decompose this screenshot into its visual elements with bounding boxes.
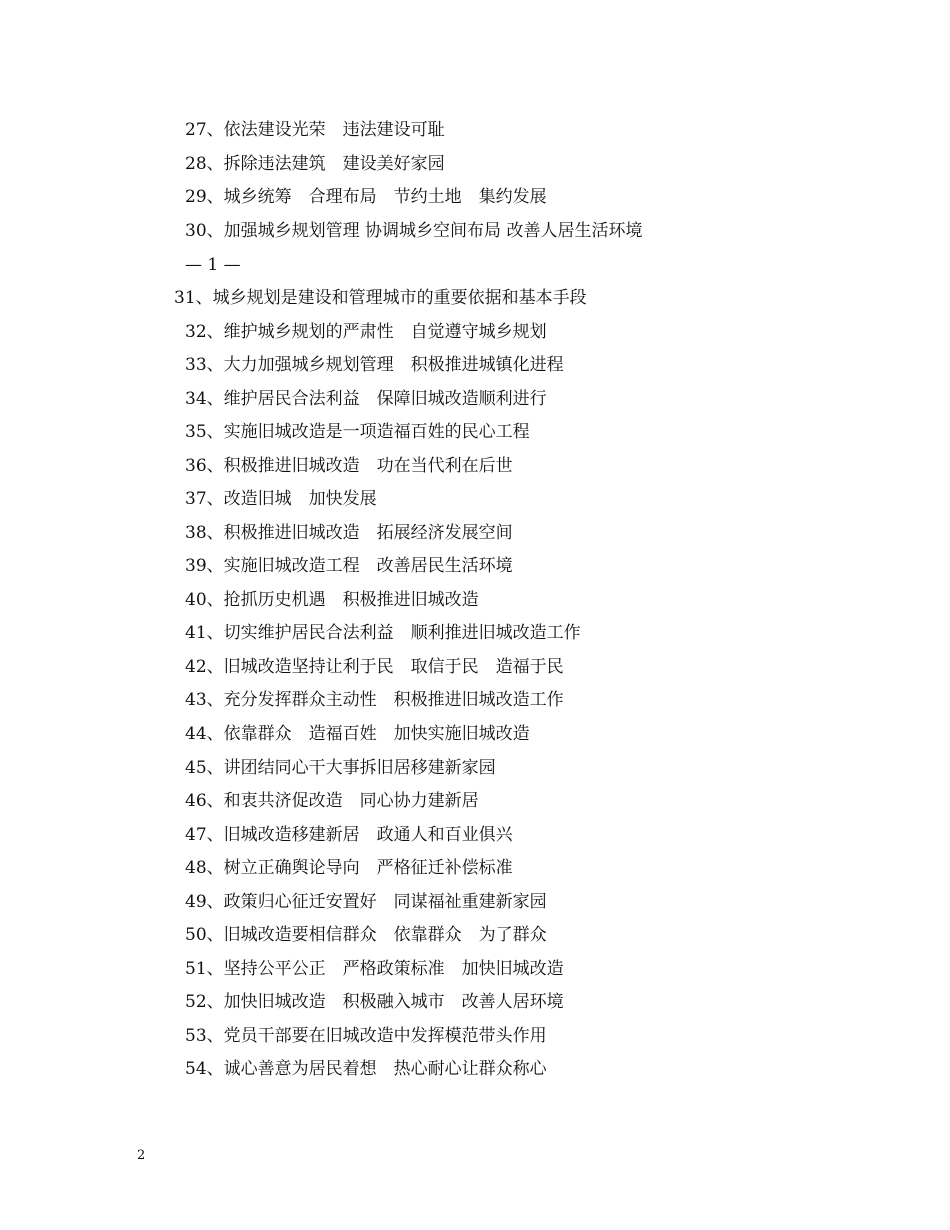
slogan-line-50: 50、旧城改造要相信群众 依靠群众 为了群众 [185, 925, 547, 945]
slogan-line-39: 39、实施旧城改造工程 改善居民生活环境 [185, 556, 513, 576]
slogan-line-33: 33、大力加强城乡规划管理 积极推进城镇化进程 [185, 355, 564, 375]
slogan-line-28: 28、拆除违法建筑 建设美好家园 [185, 154, 445, 174]
slogan-line-51: 51、坚持公平公正 严格政策标准 加快旧城改造 [185, 959, 564, 979]
slogan-line-41: 41、切实维护居民合法利益 顺利推进旧城改造工作 [185, 623, 581, 643]
slogan-line-47: 47、旧城改造移建新居 政通人和百业俱兴 [185, 825, 513, 845]
slogan-line-31: 31、城乡规划是建设和管理城市的重要依据和基本手段 [174, 288, 587, 308]
slogan-line-42: 42、旧城改造坚持让利于民 取信于民 造福于民 [185, 657, 564, 677]
slogan-line-45: 45、讲团结同心干大事拆旧居移建新家园 [185, 758, 496, 778]
slogan-line-30: 30、加强城乡规划管理 协调城乡空间布局 改善人居生活环境 [185, 221, 643, 241]
slogan-line-32: 32、维护城乡规划的严肃性 自觉遵守城乡规划 [185, 322, 547, 342]
slogan-line-54: 54、诚心善意为居民着想 热心耐心让群众称心 [185, 1059, 547, 1079]
slogan-line-48: 48、树立正确舆论导向 严格征迁补偿标准 [185, 858, 513, 878]
slogan-line-43: 43、充分发挥群众主动性 积极推进旧城改造工作 [185, 690, 564, 710]
page-number: 2 [137, 1148, 146, 1163]
slogan-line-34: 34、维护居民合法利益 保障旧城改造顺利进行 [185, 389, 547, 409]
slogan-line-44: 44、依靠群众 造福百姓 加快实施旧城改造 [185, 724, 530, 744]
slogan-line-40: 40、抢抓历史机遇 积极推进旧城改造 [185, 590, 479, 610]
slogan-line-46: 46、和衷共济促改造 同心协力建新居 [185, 791, 479, 811]
slogan-line-36: 36、积极推进旧城改造 功在当代利在后世 [185, 456, 513, 476]
slogan-line-38: 38、积极推进旧城改造 拓展经济发展空间 [185, 523, 513, 543]
slogan-line-27: 27、依法建设光荣 违法建设可耻 [185, 120, 445, 140]
slogan-line-49: 49、政策归心征迁安置好 同谋福祉重建新家园 [185, 892, 547, 912]
inner-page-marker: — 1 — [185, 255, 241, 275]
slogan-line-29: 29、城乡统筹 合理布局 节约土地 集约发展 [185, 187, 547, 207]
slogan-line-37: 37、改造旧城 加快发展 [185, 489, 377, 509]
slogan-line-52: 52、加快旧城改造 积极融入城市 改善人居环境 [185, 992, 564, 1012]
slogan-line-53: 53、党员干部要在旧城改造中发挥模范带头作用 [185, 1026, 547, 1046]
slogan-line-35: 35、实施旧城改造是一项造福百姓的民心工程 [185, 422, 530, 442]
